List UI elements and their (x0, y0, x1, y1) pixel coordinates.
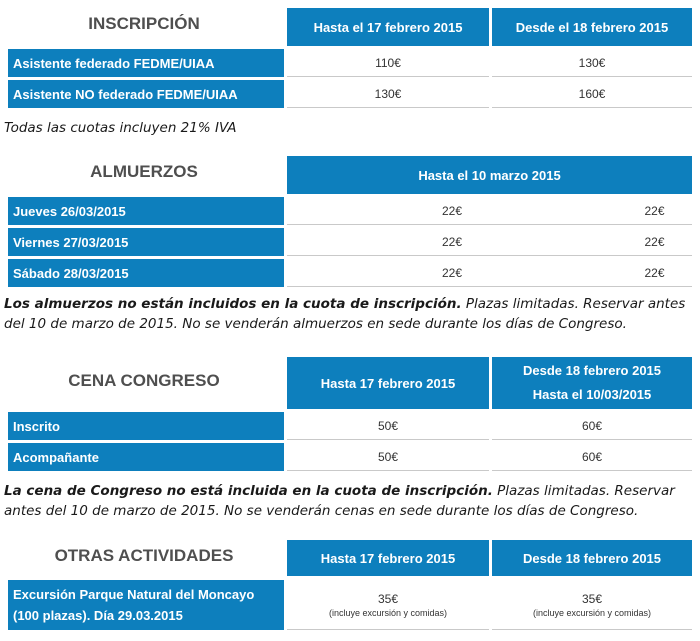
price-cell: 22€ (617, 228, 692, 256)
price-cell: 50€ (287, 412, 489, 440)
price-cell: 60€ (492, 412, 692, 440)
price-cell: 22€ (287, 259, 617, 287)
price-value: 35€ (581, 591, 603, 606)
cena-note-bold: La cena de Congreso no está incluida en la cuota de inscripción. (4, 483, 493, 499)
iva-note: Todas las cuotas incluyen 21% IVA (4, 120, 237, 136)
price-cell: 22€ (617, 197, 692, 225)
price-cell: 22€ (287, 197, 617, 225)
price-cell (492, 580, 692, 630)
price-cell: 110€ (287, 49, 489, 77)
price-cell (287, 580, 489, 630)
cena-col2-line2: Hasta el 10/03/2015 (532, 387, 652, 402)
almuerzos-col-header: Hasta el 10 marzo 2015 (287, 156, 692, 194)
price-cell: 22€ (287, 228, 617, 256)
cena-col1-header: Hasta 17 febrero 2015 (287, 357, 489, 409)
price-cell: 130€ (492, 49, 692, 77)
row-label: Sábado 28/03/2015 (8, 259, 284, 287)
cena-note-text: Plazas limitadas. Reservar antes del 10 de marzo de 2015. No se venderán cenas en sede durante los días de Congreso. (4, 483, 675, 519)
cena-note (4, 481, 692, 521)
cena-col2-line1: Desde 18 febrero 2015 (522, 363, 662, 378)
price-cell: 60€ (492, 443, 692, 471)
row-label-line1: Excursión Parque Natural del Moncayo (13, 587, 255, 602)
price-value: 35€ (377, 591, 399, 606)
row-label: Jueves 26/03/2015 (8, 197, 284, 225)
cena-col2-header (492, 357, 692, 409)
almuerzos-title: ALMUERZOS (90, 162, 198, 181)
inscripcion-col2-header: Desde el 18 febrero 2015 (492, 8, 692, 46)
inscripcion-col1-header: Hasta el 17 febrero 2015 (287, 8, 489, 46)
row-label-line2: (100 plazas). Día 29.03.2015 (13, 608, 183, 623)
price-note: (incluye excursión y comidas) (328, 607, 448, 618)
price-cell: 22€ (617, 259, 692, 287)
row-label: Viernes 27/03/2015 (8, 228, 284, 256)
otras-col1-header: Hasta 17 febrero 2015 (287, 540, 489, 576)
row-label: Inscrito (8, 412, 284, 440)
row-label (8, 580, 284, 630)
inscripcion-title: INSCRIPCIÓN (88, 14, 200, 33)
cena-title: CENA CONGRESO (68, 371, 220, 390)
row-label: Asistente federado FEDME/UIAA (8, 49, 284, 77)
otras-title: OTRAS ACTIVIDADES (54, 546, 234, 565)
row-label: Asistente NO federado FEDME/UIAA (8, 80, 284, 108)
price-cell: 50€ (287, 443, 489, 471)
almuerzos-note-text: Plazas limitadas. Reservar antes del 10 de marzo de 2015. No se venderán almuerzos en sede durante los días de Congreso. (4, 296, 686, 332)
almuerzos-note-bold: Los almuerzos no están incluidos en la cuota de inscripción. (4, 296, 462, 312)
price-cell: 160€ (492, 80, 692, 108)
price-cell: 130€ (287, 80, 489, 108)
almuerzos-note (4, 294, 692, 334)
row-label: Acompañante (8, 443, 284, 471)
otras-col2-header: Desde 18 febrero 2015 (492, 540, 692, 576)
price-note: (incluye excursión y comidas) (532, 607, 652, 618)
